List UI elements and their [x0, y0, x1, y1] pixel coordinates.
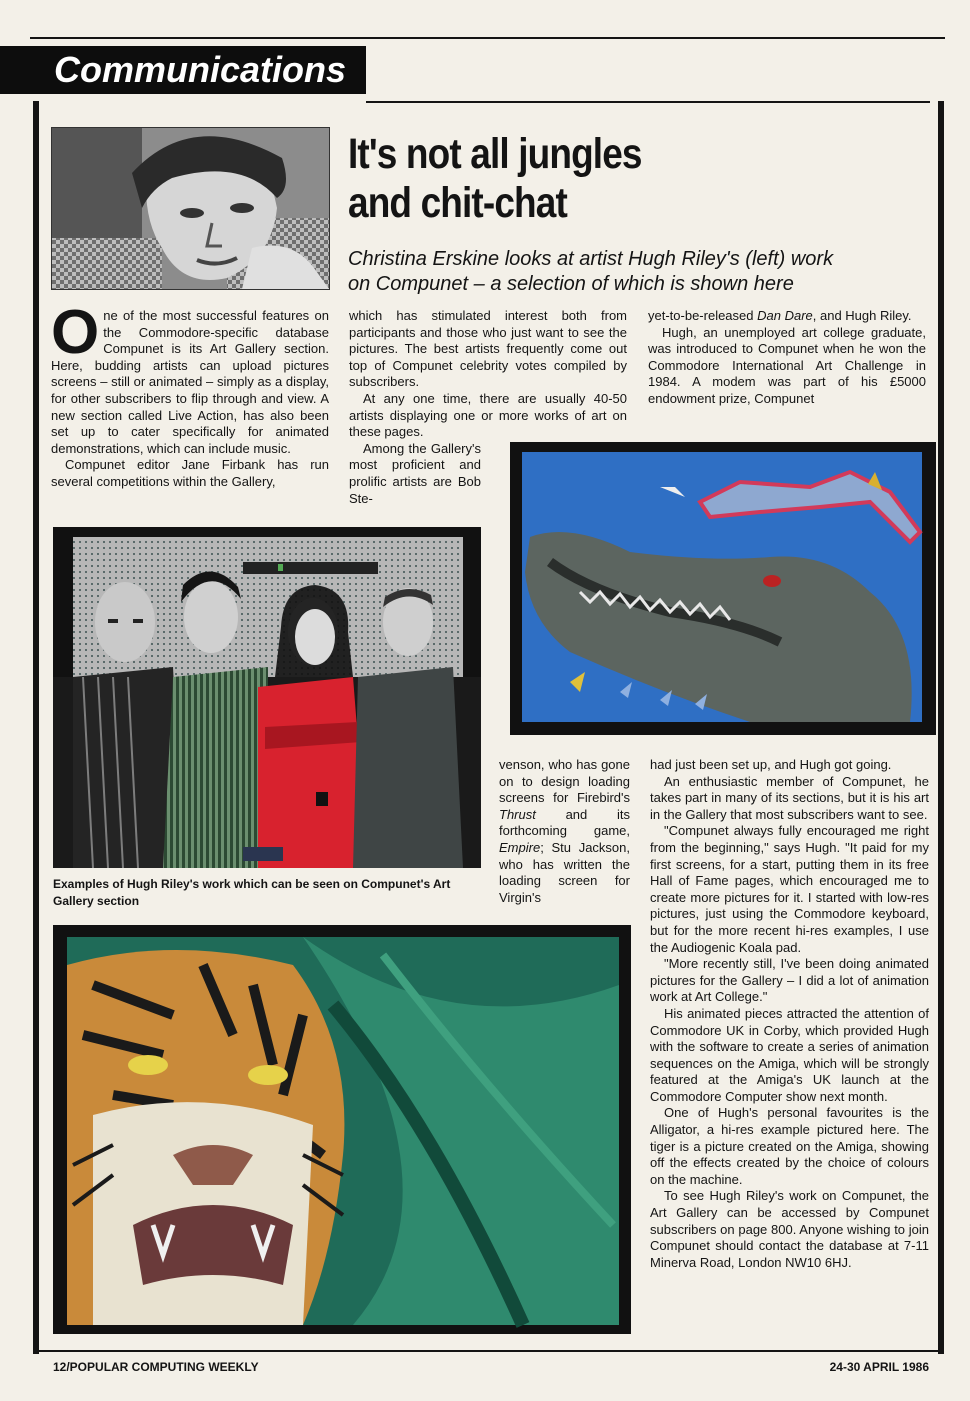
author-photo-drawing: [52, 128, 329, 289]
author-photo: [51, 127, 330, 290]
section-title: Communications: [54, 49, 347, 90]
article-paragraph: Hugh, an unemployed art college graduate, was introduced to Compunet when he won the Commodore International Art Challenge in 1984. A modem was part of his £5000 endowment prize, Compunet: [648, 324, 926, 406]
right-border-bar: [938, 101, 944, 1354]
article-paragraph: One of Hugh's personal favourites is the Alligator, a hi-res example pictured here. The tiger is a picture created on the Amiga, showing off the effects created by the choice of colours on the machine.: [650, 1105, 929, 1187]
standfirst: [348, 247, 938, 297]
article-column-3: [648, 308, 926, 408]
alligator-image: [510, 442, 936, 735]
article-paragraph: One of the most successful features on the Commodore-specific database Compunet is its Art Gallery section. Here, budding artists can upload pictures screens – still or animated – simply as a display, for other subscribers to flip through and view. A new section called Live Action, has also been set up to cater specifically for animated demonstrations, which can include music.: [51, 298, 329, 456]
footer-right: 24-30 APRIL 1986: [829, 1360, 929, 1374]
bottom-rule: [33, 1350, 944, 1352]
standfirst-line-1: Christina Erskine looks at artist Hugh Riley's (left) work: [348, 248, 834, 270]
article-paragraph: At any one time, there are usually 40-50 artists displaying one or more works of art on these pages.: [349, 390, 627, 440]
alligator-drawing: [510, 442, 936, 735]
headline: [348, 130, 830, 228]
article-paragraph: Among the Gallery's most proficient and prolific artists are Bob Ste-: [349, 440, 481, 506]
article-paragraph: To see Hugh Riley's work on Compunet, the Art Gallery can be accessed by Compunet subscribers on page 800. Anyone wishing to join Compunet should contact the database at 7-11 Minerva Road, London NW10 6HJ.: [650, 1188, 929, 1270]
article-paragraph: An enthusiastic member of Compunet, he takes part in many of its sections, but it is his art in the Gallery that most subscribers want to see.: [650, 773, 929, 822]
tiger-drawing: [53, 925, 631, 1334]
drop-cap: O: [51, 298, 100, 367]
article-paragraph: had just been set up, and Hugh got going.: [650, 757, 892, 772]
headline-line-2: and chit-chat: [348, 179, 567, 227]
footer-left: 12/POPULAR COMPUTING WEEKLY: [53, 1360, 259, 1374]
header-rule: [366, 101, 930, 103]
article-paragraph: His animated pieces attracted the attention of Commodore UK in Corby, which provided Hugh with the software to create a series of animation sequences on the Amiga, which will be strongly featured at the Amiga's UK launch at the Commodore Computer show next month.: [650, 1005, 929, 1104]
headline-line-1: It's not all jungles: [348, 130, 642, 178]
article-paragraph: which has stimulated interest both from participants and those who just want to see the pictures. The best artists frequently come out top of Compunet celebrity votes compiled by subscribers.: [349, 308, 627, 390]
group-portrait-drawing: [53, 527, 481, 868]
article-paragraph: Compunet editor Jane Firbank has run several competitions within the Gallery,: [51, 457, 329, 489]
article-paragraph: venson, who has gone on to design loading screens for Firebird's Thrust and its forthcoming game, Empire; Stu Jackson, who has written the loading screen for Virgin's: [499, 757, 630, 905]
top-rule: [30, 37, 945, 39]
left-border-bar: [33, 101, 39, 1354]
image-caption: Examples of Hugh Riley's work which can be seen on Compunet's Art Gallery section: [53, 877, 451, 908]
article-column-4: [499, 757, 630, 906]
tiger-image: [53, 925, 631, 1334]
article-paragraph: "More recently still, I've been doing animated pictures for the Gallery – I did a lot of animation work at Art College.": [650, 956, 929, 1005]
group-portrait-image: [53, 527, 481, 868]
article-paragraph: "Compunet always fully encouraged me right from the beginning," says Hugh. "It paid for my first screens, for a start, putting them in its free Hall of Fame pages, which encouraged me to create more pictures for it. I started with low-res pictures, just using the Commodore keyboard, but for the more recent hi-res examples, I use the Audiogenic Koala pad.: [650, 823, 929, 955]
article-column-5: [650, 757, 929, 1271]
article-paragraph: yet-to-be-released Dan Dare, and Hugh Riley.: [648, 308, 912, 323]
standfirst-line-2: on Compunet – a selection of which is shown here: [348, 273, 794, 295]
article-column-1: [51, 298, 329, 491]
